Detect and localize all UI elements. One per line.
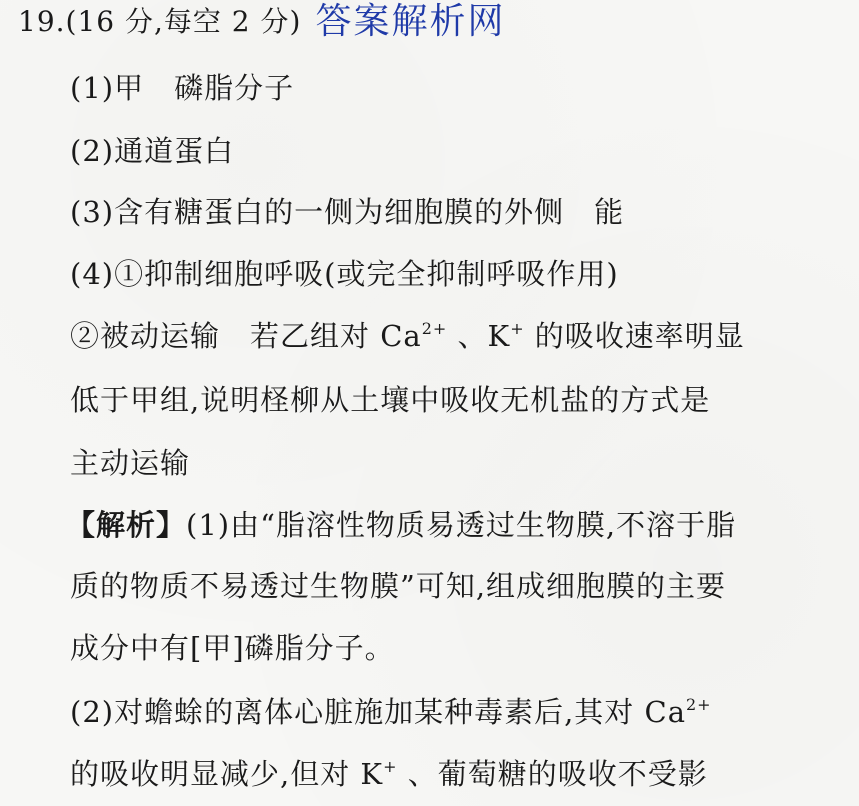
answer-line-5-text-b: 、K	[447, 319, 511, 353]
potassium-charge: +	[510, 319, 525, 338]
calcium-charge: 2+	[421, 319, 448, 338]
analysis-line-4-text: (2)对蟾蜍的离体心脏施加某种毒素后,其对 Ca	[70, 695, 686, 729]
analysis-line-1	[66, 507, 736, 543]
analysis-line-4	[70, 694, 712, 730]
analysis-line-5	[70, 756, 708, 792]
answer-line-7: 主动运输	[70, 446, 191, 480]
analysis-line-5-text-a: 的吸收明显减少,但对 K	[70, 757, 384, 791]
answer-line-3: (3)含有糖蛋白的一侧为细胞膜的外侧 能	[70, 195, 625, 229]
answer-line-5	[70, 318, 745, 354]
analysis-line-2: 质的物质不易透过生物膜”可知,组成细胞膜的主要	[70, 569, 727, 603]
answer-line-4: (4)①抑制细胞呼吸(或完全抑制呼吸作用)	[70, 257, 619, 291]
question-number-score: 19.(16 分,每空 2 分)	[18, 5, 302, 38]
answer-line-5-text-c: 的吸收速率明显	[524, 319, 745, 353]
analysis-line-5-text-b: 、葡萄糖的吸收不受影	[397, 757, 708, 791]
answer-line-1: (1)甲 磷脂分子	[70, 71, 295, 105]
analysis-label: 【解析】	[66, 508, 187, 542]
question-header	[18, 1, 506, 42]
calcium-charge-2: 2+	[686, 695, 712, 714]
analysis-line-3: 成分中有[甲]磷脂分子。	[70, 631, 395, 665]
potassium-charge-2: +	[383, 757, 398, 776]
answer-line-2: (2)通道蛋白	[70, 134, 235, 168]
answer-line-5-text-a: ②被动运输 若乙组对 Ca	[70, 319, 422, 353]
watermark: 答案解析网	[315, 1, 506, 42]
answer-line-6: 低于甲组,说明柽柳从土壤中吸收无机盐的方式是	[70, 383, 711, 417]
analysis-line-1-text: (1)由“脂溶性物质易透过生物膜,不溶于脂	[186, 508, 737, 542]
